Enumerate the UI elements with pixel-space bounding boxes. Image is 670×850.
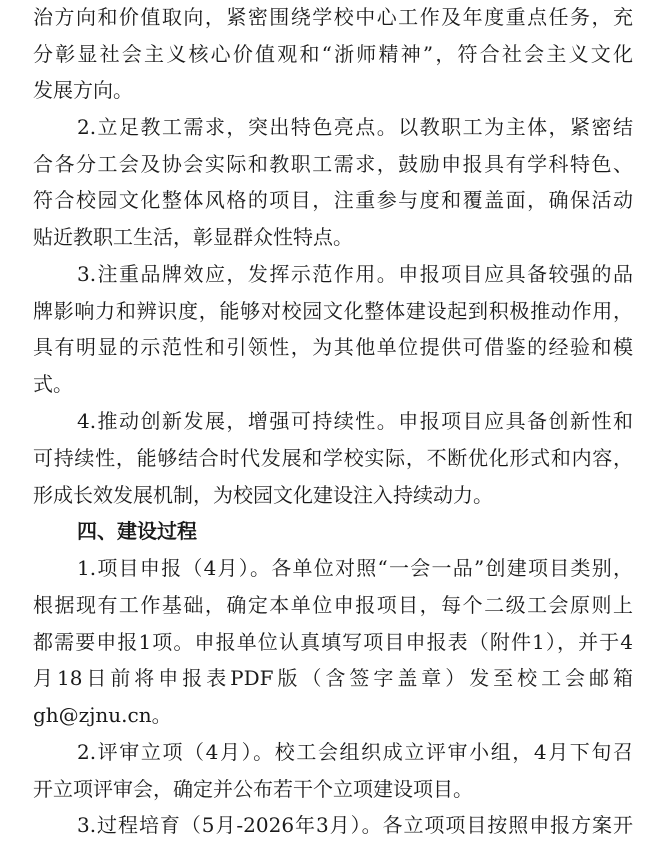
paragraph-line: 式。 xyxy=(33,372,73,396)
email-line: gh@zjnu.cn。 xyxy=(33,703,172,727)
paragraph-line: 牌影响力和辨识度，能够对校园文化整体建设起到积极推动作用， xyxy=(33,299,633,323)
paragraph-line: 符合校园文化整体风格的项目，注重参与度和覆盖面，确保活动 xyxy=(33,188,633,212)
paragraph-line: 1.项目申报（4月）。各单位对照“一会一品”创建项目类别， xyxy=(77,556,633,580)
paragraph-line: 发展方向。 xyxy=(33,78,133,102)
paragraph-line: 分彰显社会主义核心价值观和“浙师精神”，符合社会主义文化 xyxy=(33,42,633,66)
paragraph-line: 可持续性，能够结合时代发展和学校实际，不断优化形式和内容， xyxy=(33,446,633,470)
paragraph-line: 2.评审立项（4月）。校工会组织成立评审小组，4月下旬召 xyxy=(77,740,633,764)
paragraph-line: 3.注重品牌效应，发挥示范作用。申报项目应具备较强的品 xyxy=(77,262,633,286)
paragraph-line: 合各分工会及协会实际和教职工需求，鼓励申报具有学科特色、 xyxy=(33,152,633,176)
paragraph-line: 形成长效发展机制，为校园文化建设注入持续动力。 xyxy=(33,483,493,507)
paragraph-line: 4.推动创新发展，增强可持续性。申报项目应具备创新性和 xyxy=(77,409,633,433)
paragraph-line: 具有明显的示范性和引领性，为其他单位提供可借鉴的经验和模 xyxy=(33,335,633,359)
paragraph-line: 都需要申报1项。申报单位认真填写项目申报表（附件1），并于4 xyxy=(33,630,633,654)
paragraph-line: 开立项评审会，确定并公布若干个立项建设项目。 xyxy=(33,777,473,801)
paragraph-line: 3.过程培育（5月-2026年3月）。各立项项目按照申报方案开 xyxy=(77,813,633,837)
paragraph-line: 根据现有工作基础，确定本单位申报项目，每个二级工会原则上 xyxy=(33,593,633,617)
section-heading: 四、建设过程 xyxy=(77,519,197,543)
paragraph-line: 2.立足教工需求，突出特色亮点。以教职工为主体，紧密结 xyxy=(77,115,633,139)
paragraph-line: 贴近教职工生活，彰显群众性特点。 xyxy=(33,225,353,249)
paragraph-line: 治方向和价值取向，紧密围绕学校中心工作及年度重点任务，充 xyxy=(33,5,633,29)
paragraph-line: 月18日前将申报表PDF版（含签字盖章）发至校工会邮箱 xyxy=(33,666,633,690)
